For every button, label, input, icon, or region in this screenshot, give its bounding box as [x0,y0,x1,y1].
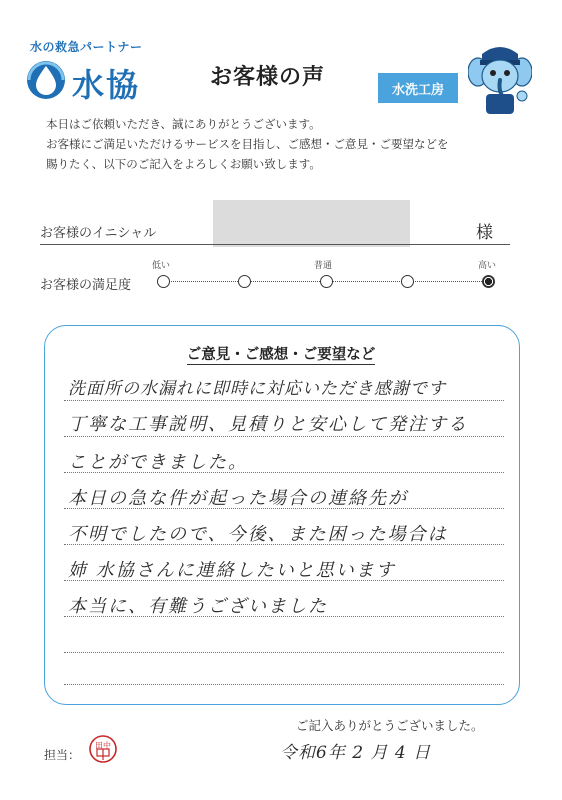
scale-mid-label: 普通 [314,261,333,271]
page-title: お客様の声 [210,65,326,90]
intro-line: 本日はご依頼いただき、誠にありがとうございます。 [46,117,321,131]
comment-box-title [0,343,562,364]
initial-redacted-field [213,200,410,247]
intro-text [46,114,526,174]
intro-line: 賜りたく、以下のご記入をよろしくお願い致します。 [46,157,321,171]
satisfaction-option-2[interactable] [238,275,251,288]
satisfaction-option-5[interactable] [482,275,495,288]
satisfaction-option-1[interactable] [157,275,170,288]
ruled-line [64,684,504,685]
initial-label: お客様のイニシャル [40,226,157,241]
scale-low-label: 低い [152,261,171,271]
staff-label: 担当： [44,748,81,762]
logo-text: 水協 [72,66,141,104]
comment-box-title-text: ご意見・ご感想・ご要望など [186,347,376,363]
logo-tagline: 水の救急パートナー [30,40,143,54]
satisfaction-label: お客様の満足度 [40,278,132,293]
handwritten-date: 令和6年 2 月 4 日 [280,743,432,763]
intro-line: お客様にご満足いただけるサービスを目指し、ご感想・ご意見・ご要望などを [46,137,449,151]
handwritten-comment-line: 姉 水協さんに連絡したいと思います [68,560,396,581]
elephant-mascot-icon [468,40,532,118]
satisfaction-option-4[interactable] [401,275,414,288]
hanko-stamp-icon [88,734,118,764]
handwritten-comment-line: 洗面所の水漏れに即時に対応いただき感謝です [68,379,446,399]
initial-suffix: 様 [476,223,493,243]
handwritten-comment-line: 本日の急な件が起った場合の連絡先が [68,488,408,509]
handwritten-comment-line: 不明でしたので、今後、また困った場合は [68,524,448,545]
thanks-message: ご記入ありがとうございました。 [296,718,484,733]
svg-text:田中: 田中 [95,741,111,750]
ruled-line [64,436,504,437]
initial-underline [40,244,510,245]
handwritten-comment-line: 丁寧な工事説明、見積りと安心して発注する [68,414,468,435]
ruled-line [64,652,504,653]
brand-badge: 水洗工房 [378,73,458,103]
handwritten-comment-line: ことができました。 [68,452,248,473]
handwritten-comment-line: 本当に、有難うございました [68,596,328,617]
ruled-line [64,400,504,401]
scale-high-label: 高い [478,261,497,271]
satisfaction-option-3[interactable] [320,275,333,288]
